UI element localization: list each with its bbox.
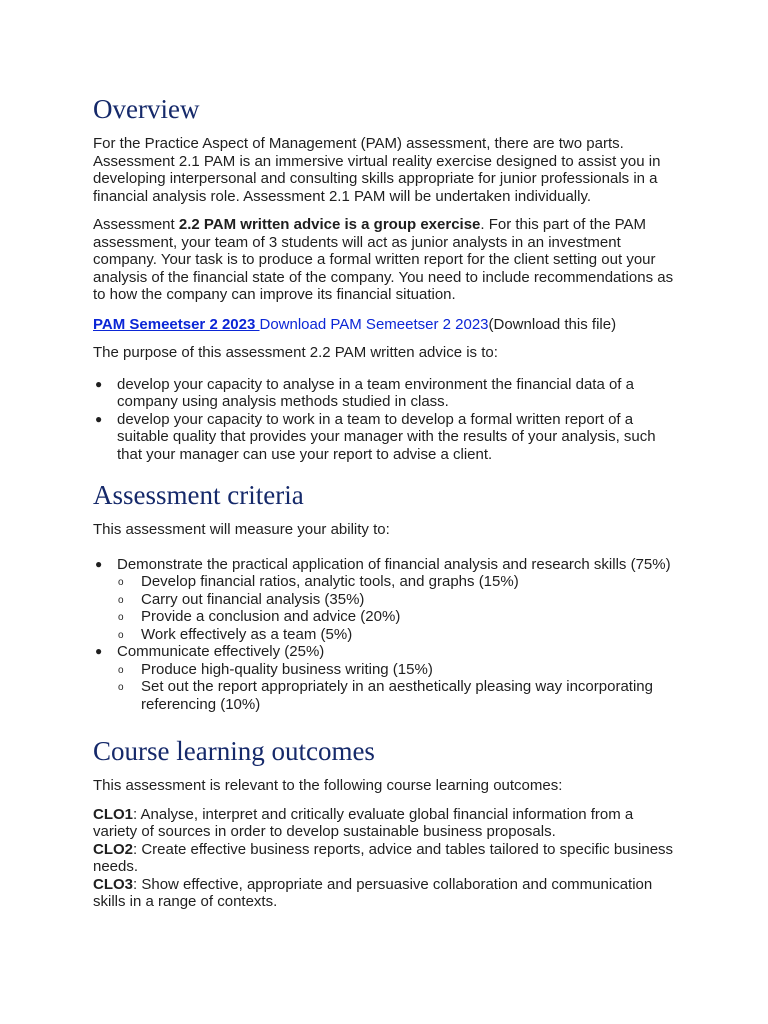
list-item: o Set out the report appropriately in an aesthetically pleasing way incorporating referencing (10%): [118, 678, 653, 713]
sub-list: [117, 661, 678, 714]
criteria-heading: Assessment criteria: [93, 480, 304, 510]
download-line: [93, 316, 678, 334]
list-item: o Produce high-quality business writing (15%): [118, 660, 433, 678]
purpose-list: [93, 376, 678, 464]
list-item: o Develop financial ratios, analytic tools, and graphs (15%): [118, 573, 519, 590]
group-exercise-emphasis: 2.2 PAM written advice is a group exercise: [178, 216, 481, 233]
clo2-text: CLO2: Create effective business reports, advice and tables tailored to specific business needs.: [93, 840, 674, 875]
criteria-list: [93, 556, 678, 714]
overview-heading: Overview: [93, 94, 200, 124]
download-note: (Download this file): [488, 315, 617, 333]
list-item: ● develop your capacity to analyse in a team environment the financial data of a company using analysis methods studied in class.: [95, 375, 634, 410]
circle-bullet-icon: o: [118, 577, 124, 588]
outcomes-heading: Course learning outcomes: [93, 736, 375, 766]
sub-list: [117, 573, 678, 643]
criteria-intro: This assessment will measure your ability to:: [93, 521, 390, 538]
circle-bullet-icon: o: [118, 594, 124, 606]
pam-file-link[interactable]: PAM Semeetser 2 2023: [93, 315, 260, 333]
list-item: o Carry out financial analysis (35%): [118, 590, 365, 608]
clo1-text: CLO1: Analyse, interpret and critically evaluate global financial information from a variety of sources in order to develop sustainable business proposals.: [93, 805, 634, 840]
list-item: ● Demonstrate the practical application of financial analysis and research skills (75%) o Develop financial ratios, analytic tools, and graphs (15%) o Carry out financial analysis (35%) o Provide a conclusion and advice (20%) o Work effectively as a team (5%): [93, 556, 678, 644]
purpose-text: The purpose of this assessment 2.2 PAM written advice is to:: [93, 344, 498, 361]
bullet-icon: ●: [95, 376, 103, 391]
bullet-icon: ●: [95, 556, 103, 571]
circle-bullet-icon: o: [118, 612, 124, 623]
list-item: o Work effectively as a team (5%): [118, 625, 353, 643]
clo3-text: CLO3: Show effective, appropriate and persuasive collaboration and communication skills in a range of contexts.: [93, 875, 653, 910]
circle-bullet-icon: o: [118, 682, 124, 693]
overview-paragraph-1: For the Practice Aspect of Management (PAM) assessment, there are two parts. Assessment 2.1 PAM is an immersive virtual reality exercise designed to assist you in developing interpersonal and consulting skills appropriate for junior professionals in a financial analysis role. Assessment 2.1 PAM will be undertaken individually.: [93, 135, 661, 205]
list-item: ● Communicate effectively (25%) o Produce high-quality business writing (15%) o Set out the report appropriately in an aesthetically pleasing way incorporating referencing (10%): [93, 643, 678, 713]
bullet-icon: ●: [95, 644, 103, 658]
document-content: [93, 93, 678, 911]
circle-bullet-icon: o: [118, 629, 124, 641]
outcomes-intro: This assessment is relevant to the following course learning outcomes:: [93, 777, 563, 794]
list-item: ● develop your capacity to work in a team to develop a formal written report of a suitable quality that provides your manager with the results of your analysis, such that your manager can use your report to advise a client.: [95, 410, 656, 463]
overview-paragraph-2: Assessment 2.2 PAM written advice is a group exercise. For this part of the PAM assessment, your team of 3 students will act as junior analysts in an investment company. Your task is to produce a formal written report for the client setting out your analysis of the financial state of the company. You need to include recommendations as to how the company can improve its financial situation.: [93, 216, 674, 303]
download-link[interactable]: Download PAM Semeetser 2 2023: [259, 315, 489, 333]
bullet-icon: ●: [95, 411, 103, 426]
circle-bullet-icon: o: [118, 664, 124, 676]
list-item: o Provide a conclusion and advice (20%): [118, 608, 401, 625]
